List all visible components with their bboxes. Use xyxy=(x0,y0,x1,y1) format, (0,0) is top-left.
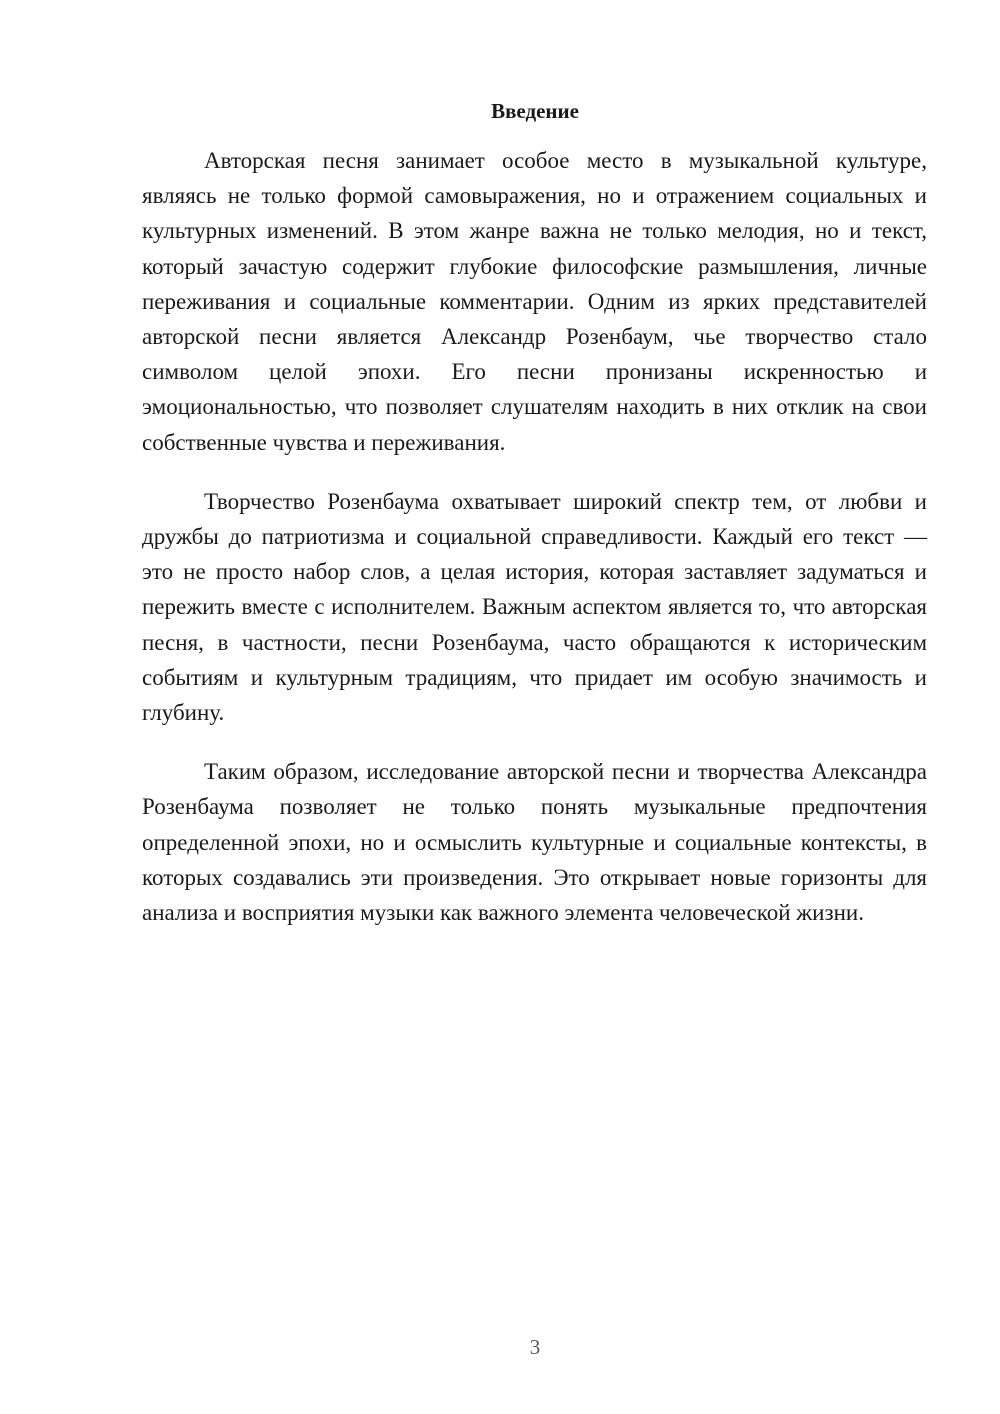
paragraph-1: Авторская песня занимает особое место в музыкальной культуре, являясь не только формой самовыражения, но и отражением социальных и культурных изменений. В этом жанре важна не только мелодия, но и текст, который зачастую содержит глубокие философские размышления, личные переживания и социальные комментарии. Одним из ярких представителей авторской песни является Александр Розенбаум, чье творчество стало символом целой эпохи. Его песни пронизаны искренностью и эмоциональностью, что позволяет слушателям находить в них отклик на свои собственные чувства и переживания. xyxy=(142,148,927,455)
paragraph-3: Таким образом, исследование авторской песни и творчества Александра Розенбаума позволяет не только понять музыкальные предпочтения определенной эпохи, но и осмыслить культурные и социальные контексты, в которых создавались эти произведения. Это открывает новые горизонты для анализа и восприятия музыки как важного элемента человеческой жизни. xyxy=(142,759,927,926)
page-number: 3 xyxy=(529,1335,541,1359)
section-heading: Введение xyxy=(491,99,579,123)
body-text xyxy=(142,143,927,954)
paragraph-2: Творчество Розенбаума охватывает широкий спектр тем, от любви и дружбы до патриотизма и социальной справедливости. Каждый его текст — это не просто набор слов, а целая история, которая заставляет задуматься и пережить вместе с исполнителем. Важным аспектом является то, что авторская песня, в частности, песни Розенбаума, часто обращаются к историческим событиям и культурным традициям, что придает им особую значимость и глубину. xyxy=(142,488,927,726)
